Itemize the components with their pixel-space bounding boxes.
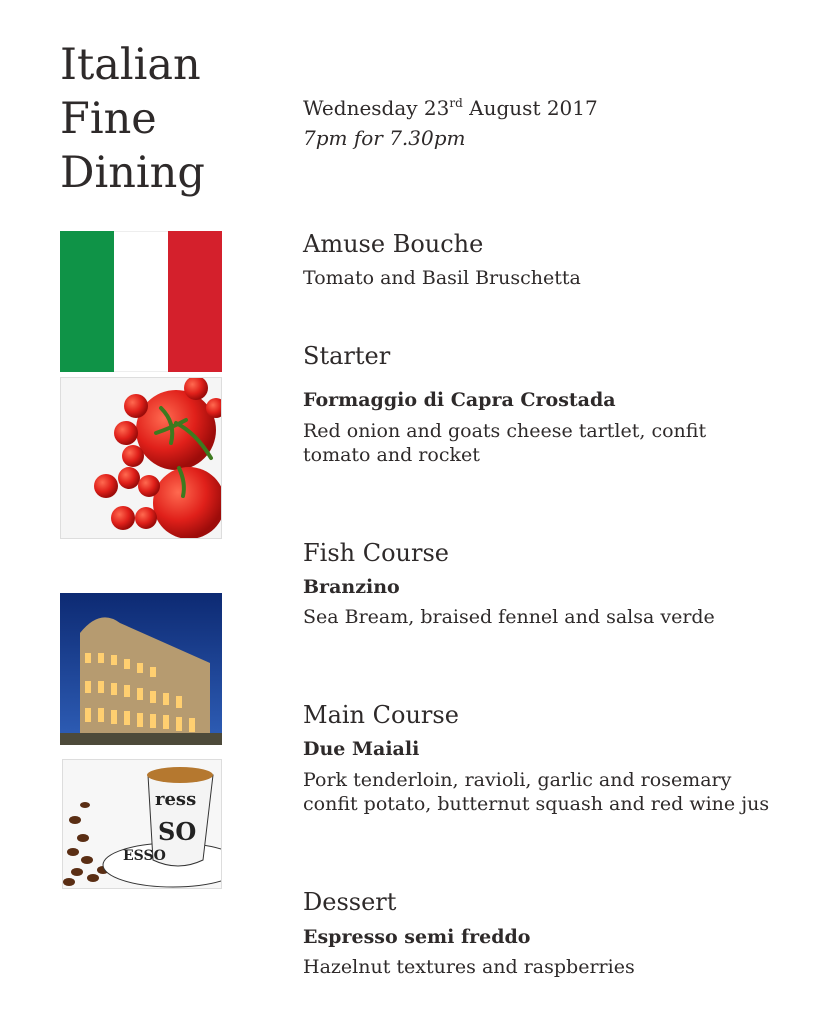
title-line: Fine: [60, 94, 157, 144]
italian-flag-image: [60, 231, 222, 372]
dish-description: Pork tenderloin, ravioli, garlic and rosemary confit potato, butternut squash and red wine jus: [303, 769, 770, 815]
tomatoes-image: [60, 377, 222, 539]
dish-name: Due Maiali: [303, 738, 420, 760]
title-line: Italian: [60, 40, 201, 90]
event-date: [303, 93, 598, 153]
flag-red-stripe: [168, 231, 222, 372]
dish-name: Espresso semi freddo: [303, 926, 531, 948]
course-heading: Dessert: [303, 888, 397, 916]
date-month-year: August 2017: [462, 96, 598, 120]
dish-name: Formaggio di Capra Crostada: [303, 389, 616, 411]
dish-description: Tomato and Basil Bruschetta: [303, 267, 581, 289]
menu-title: [60, 38, 205, 200]
dish-description: Hazelnut textures and raspberries: [303, 956, 635, 978]
flag-white-stripe: [114, 231, 168, 372]
colosseum-image: [60, 593, 222, 745]
event-time: 7pm for 7.30pm: [303, 126, 466, 150]
flag-green-stripe: [60, 231, 114, 372]
course-heading: Fish Course: [303, 539, 449, 567]
title-line: Dining: [60, 148, 205, 198]
date-suffix: rd: [449, 96, 463, 110]
course-heading: Starter: [303, 342, 391, 370]
course-heading: Main Course: [303, 701, 459, 729]
date-weekday: Wednesday 23: [303, 96, 450, 120]
dish-description: Sea Bream, braised fennel and salsa verde: [303, 606, 715, 628]
svg-text:ESSO: ESSO: [123, 848, 166, 864]
dish-description: Red onion and goats cheese tartlet, confit tomato and rocket: [303, 420, 707, 466]
svg-text:ress: ress: [155, 789, 197, 810]
espresso-cup-image: [62, 759, 222, 889]
dish-name: Branzino: [303, 576, 400, 598]
course-heading: Amuse Bouche: [303, 230, 484, 258]
svg-text:SO: SO: [158, 817, 197, 846]
